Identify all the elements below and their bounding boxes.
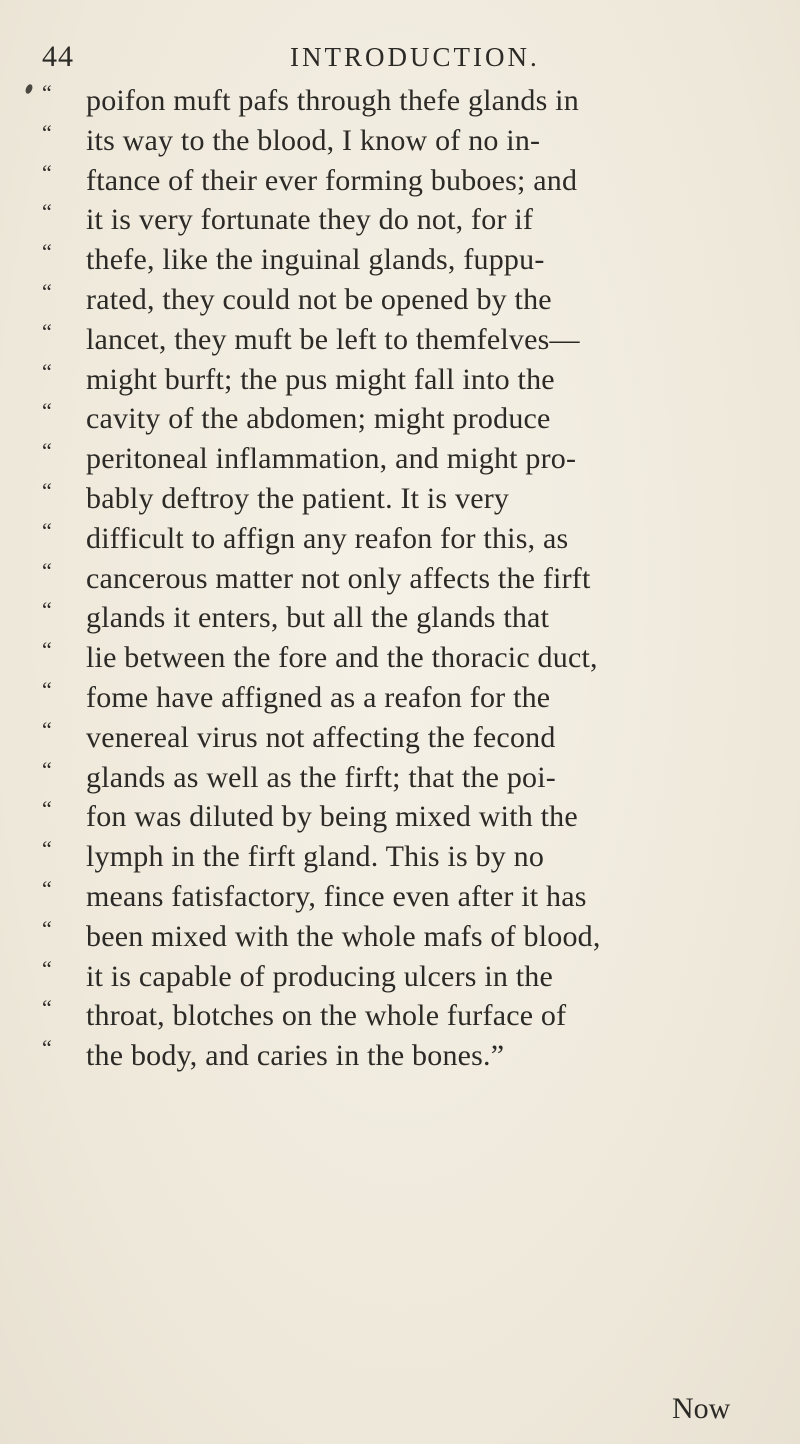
line-text: lie between the fore and the thoracic duct,: [86, 641, 598, 675]
line-text: rated, they could not be opened by the: [86, 282, 552, 316]
text-line: [42, 80, 762, 124]
text-line: [42, 318, 762, 363]
page-number: 44: [42, 40, 74, 73]
text-line: [42, 676, 762, 721]
text-line: [42, 875, 762, 920]
line-text: its way to the blood, I know of no in-: [86, 123, 541, 157]
quotation-mark: “: [42, 398, 52, 424]
ink-speck: [24, 83, 34, 95]
text-line: [42, 836, 762, 880]
text-line: [42, 756, 762, 801]
text-line: [42, 597, 762, 641]
line-text: bably deftroy the patient. It is very: [86, 481, 510, 515]
quotation-mark: “: [42, 955, 52, 981]
text-line: [42, 995, 762, 1039]
line-text: cavity of the abdomen; might produce: [86, 402, 551, 436]
text-line: [42, 557, 762, 602]
quotation-mark: “: [42, 278, 52, 304]
quotation-mark: “: [42, 637, 52, 663]
line-text: cancerous matter not only affects the firft: [86, 561, 591, 595]
line-text: thefe, like the inguinal glands, fuppu-: [86, 243, 545, 277]
quotation-mark: “: [42, 836, 52, 862]
quotation-mark: “: [42, 676, 52, 702]
line-text: might burft; the pus might fall into the: [86, 362, 555, 396]
quotation-mark: “: [42, 477, 52, 503]
quotation-mark: “: [42, 239, 52, 265]
line-text: peritoneal inflammation, and might pro-: [86, 442, 577, 476]
text-line: [42, 278, 762, 323]
quotation-mark: “: [42, 358, 52, 384]
quotation-mark: “: [42, 199, 52, 225]
catchword: Now: [672, 1392, 731, 1425]
quotation-mark: “: [42, 159, 52, 185]
line-text: it is very fortunate they do not, for if: [86, 203, 534, 237]
line-text: means fatisfactory, fince even after it has: [86, 879, 587, 913]
text-line: [42, 398, 762, 442]
text-line: [42, 637, 762, 681]
quotation-mark: “: [42, 1035, 52, 1061]
text-line: [42, 517, 762, 562]
quotation-mark: “: [42, 438, 52, 464]
line-text: glands it enters, but all the glands that: [86, 601, 550, 635]
line-text: been mixed with the whole mafs of blood,: [86, 919, 601, 953]
line-text: venereal virus not affecting the fecond: [86, 720, 556, 754]
text-line: [42, 438, 762, 482]
quotation-mark: “: [42, 915, 52, 941]
line-text: lancet, they muft be left to themfelves—: [86, 322, 580, 356]
line-text: fon was diluted by being mixed with the: [86, 800, 578, 834]
text-line: [42, 239, 762, 283]
line-text: it is capable of producing ulcers in the: [86, 959, 554, 993]
text-line: [42, 477, 762, 522]
quotation-mark: “: [42, 557, 52, 583]
body-text: [42, 80, 762, 1079]
quotation-mark: “: [42, 995, 52, 1021]
line-text: difficult to affign any reafon for this, as: [86, 521, 569, 555]
text-line: [42, 159, 762, 204]
quotation-mark: “: [42, 875, 52, 901]
line-text: the body, and caries in the bones.”: [86, 1039, 505, 1073]
text-line: [42, 358, 762, 403]
line-text: throat, blotches on the whole furface of: [86, 999, 567, 1033]
quotation-mark: “: [42, 716, 52, 742]
quotation-mark: “: [42, 318, 52, 344]
quotation-mark: “: [42, 756, 52, 782]
line-text: ftance of their ever forming buboes; and: [86, 163, 578, 197]
text-line: [42, 199, 762, 243]
line-text: glands as well as the firft; that the poi-: [86, 760, 556, 794]
text-line: [42, 955, 762, 1000]
running-head: INTRODUCTION.: [290, 42, 540, 72]
line-text: poifon muft pafs through thefe glands in: [86, 84, 579, 117]
quotation-mark: “: [42, 597, 52, 623]
text-line: [42, 1035, 762, 1079]
line-text: lymph in the firft gland. This is by no: [86, 840, 545, 874]
quotation-mark: “: [42, 517, 52, 543]
page-header: [42, 40, 722, 84]
line-text: fome have affigned as a reafon for the: [86, 680, 551, 714]
text-line: [42, 716, 762, 761]
quotation-mark: “: [42, 796, 52, 822]
text-line: [42, 796, 762, 840]
quotation-mark: “: [42, 80, 52, 105]
quotation-mark: “: [42, 119, 52, 145]
text-line: [42, 119, 762, 164]
text-line: [42, 915, 762, 960]
